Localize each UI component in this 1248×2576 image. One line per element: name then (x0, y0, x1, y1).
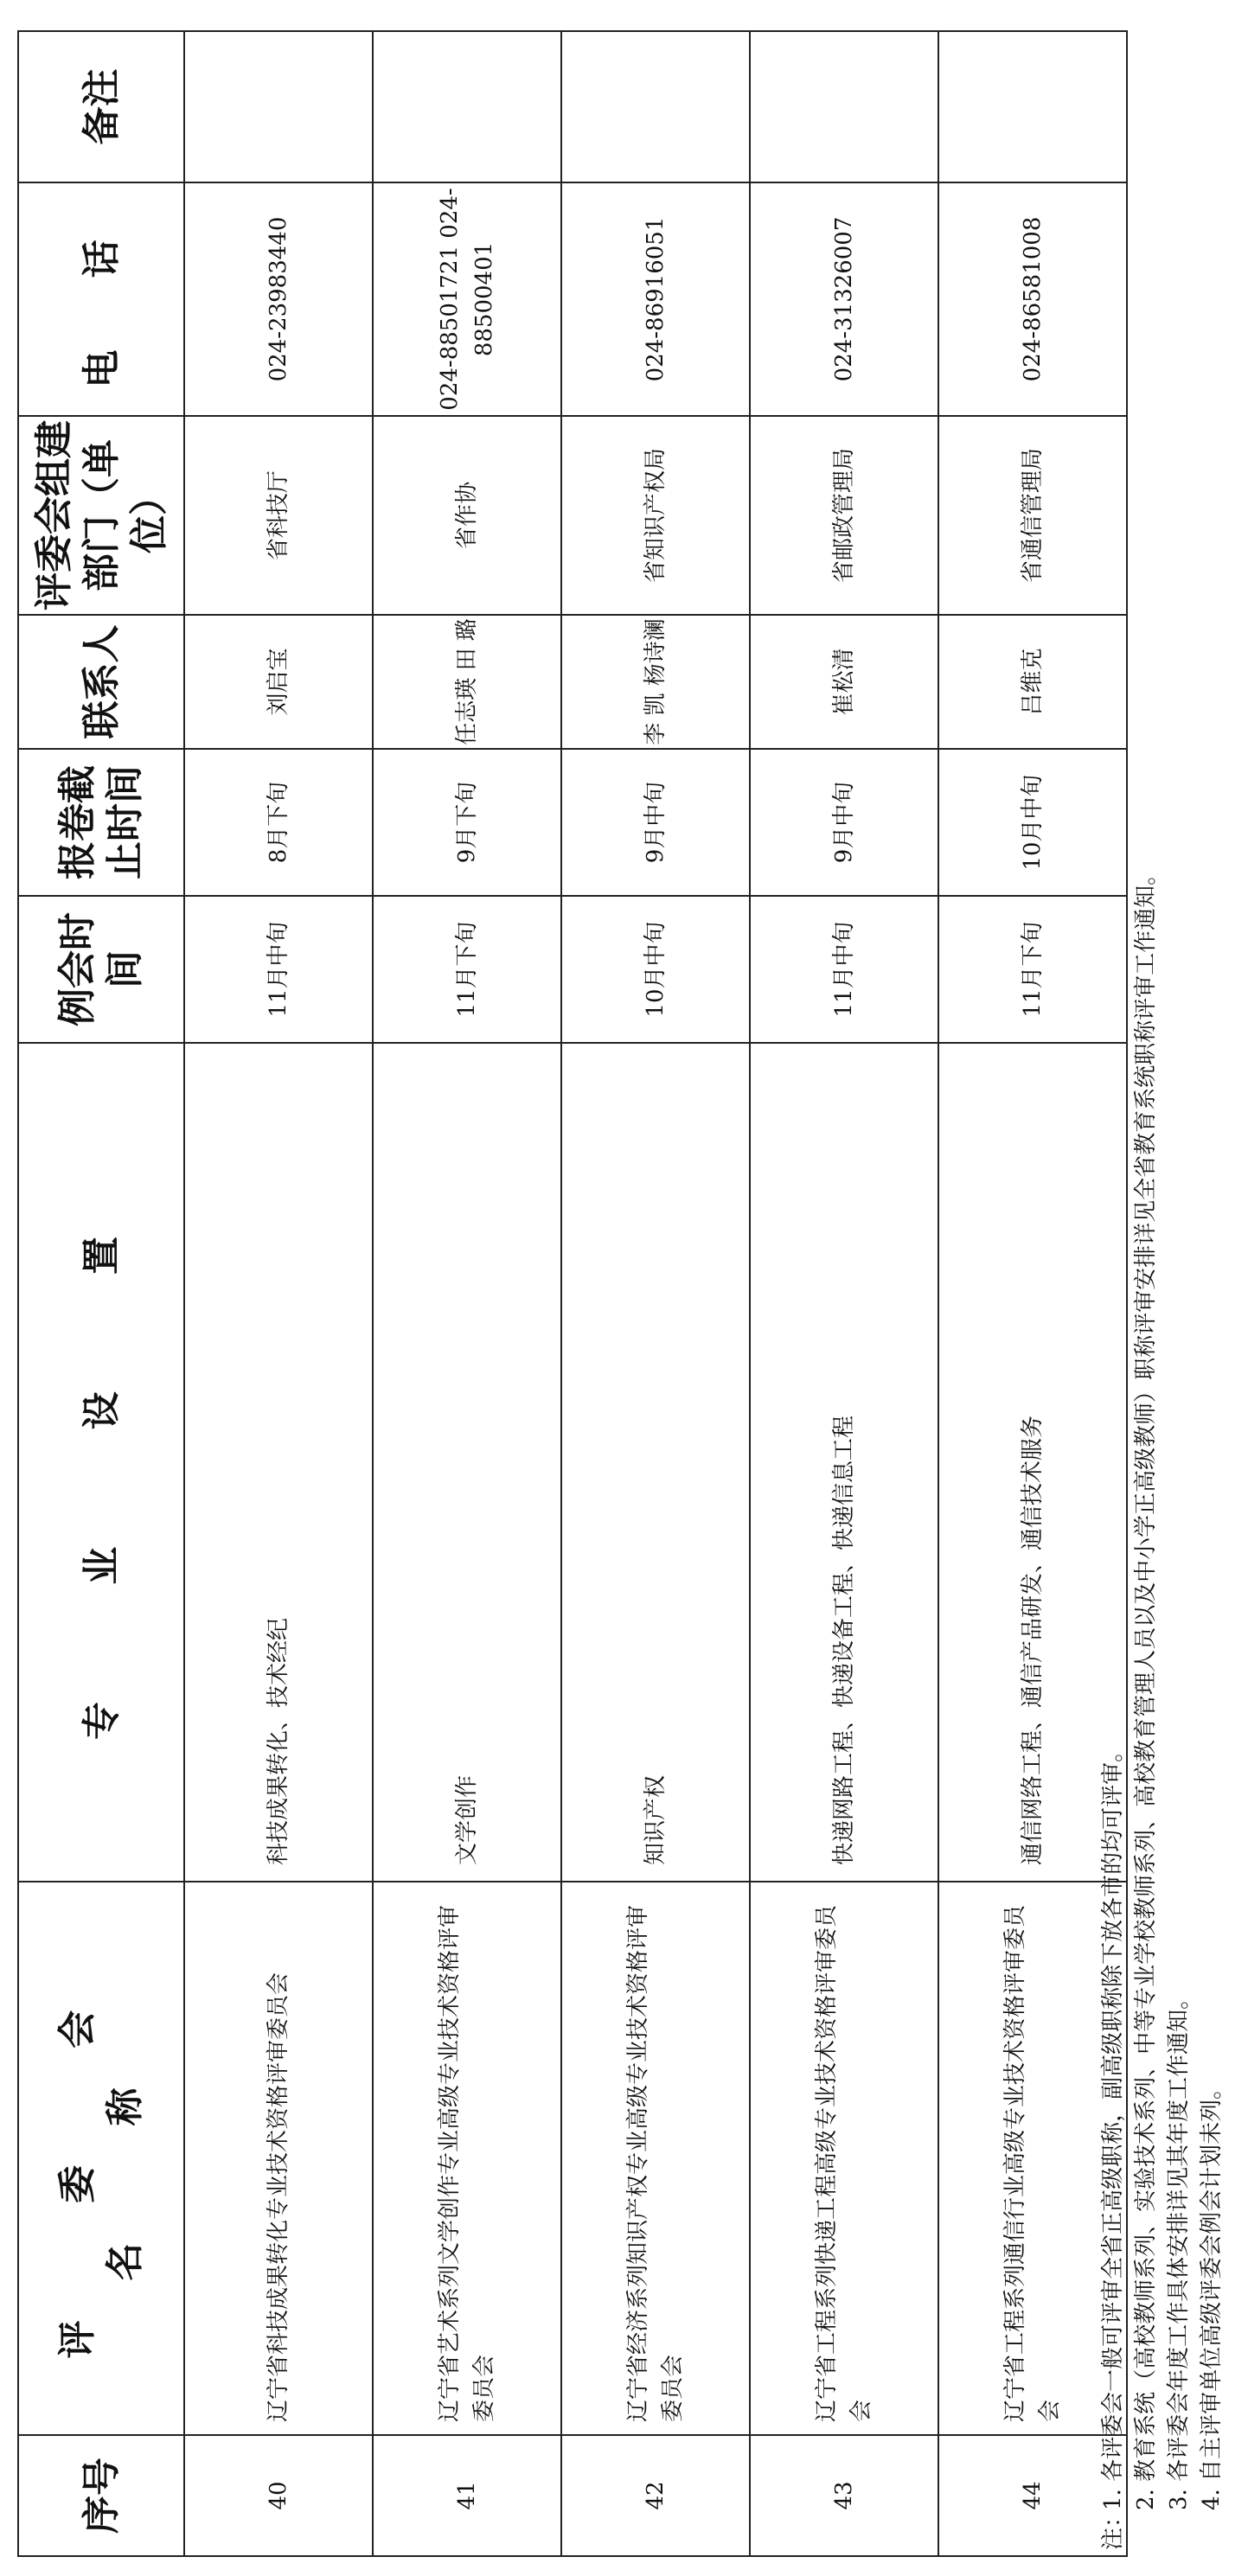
footnote-item: 3. 各评委会年度工作具体安排详见其年度工作通知。 (1166, 1986, 1192, 2510)
header-meeting-time: 例会时间 (18, 896, 184, 1043)
cell-phone: 024-86916051 (561, 182, 750, 416)
cell-name: 辽宁省艺术系列文学创作专业高级专业技术资格评审委员会 (373, 1882, 561, 2435)
cell-name: 辽宁省工程系列通信行业高级专业技术资格评审委员会 (938, 1882, 1127, 2435)
cell-major: 知识产权 (561, 1043, 750, 1882)
footnote-item: 注：1. 各评委会一般可评审全省正高级职称，副高级职称除下放各市的均可评审。 (1097, 42, 1130, 2550)
cell-remark (561, 31, 750, 182)
table-row (561, 31, 750, 2556)
cell-contact: 刘启宝 (184, 615, 373, 749)
cell-name: 辽宁省科技成果转化专业技术资格评审委员会 (184, 1882, 373, 2435)
header-seq: 序号 (18, 2435, 184, 2556)
cell-seq: 40 (184, 2435, 373, 2556)
cell-meeting-time: 10月中旬 (561, 896, 750, 1043)
cell-deadline: 8月下旬 (184, 749, 373, 896)
cell-remark (750, 31, 938, 182)
cell-phone: 024-88501721 024-88500401 (373, 182, 561, 416)
cell-dept: 省作协 (373, 416, 561, 615)
cell-dept: 省科技厅 (184, 416, 373, 615)
cell-remark (184, 31, 373, 182)
header-dept: 评委会组建部门（单位） (18, 416, 184, 615)
header-deadline: 报卷截止时间 (18, 749, 184, 896)
cell-dept: 省通信管理局 (938, 416, 1127, 615)
cell-contact: 吕维克 (938, 615, 1127, 749)
cell-meeting-time: 11月中旬 (184, 896, 373, 1043)
cell-contact: 崔松清 (750, 615, 938, 749)
cell-seq: 43 (750, 2435, 938, 2556)
header-phone: 电 话 (18, 182, 184, 416)
cell-seq: 44 (938, 2435, 1127, 2556)
cell-seq: 42 (561, 2435, 750, 2556)
committee-table (17, 30, 1128, 2557)
footnote-item: 4. 自主评审单位高级评委会例会计划未列。 (1199, 2076, 1225, 2510)
header-contact: 联系人 (18, 615, 184, 749)
cell-name: 辽宁省经济系列知识产权专业高级专业技术资格评审委员会 (561, 1882, 750, 2435)
cell-deadline: 10月中旬 (938, 749, 1127, 896)
cell-meeting-time: 11月下旬 (938, 896, 1127, 1043)
cell-deadline: 9月下旬 (373, 749, 561, 896)
cell-major: 文学创作 (373, 1043, 561, 1882)
footnote-label: 注： (1100, 2504, 1126, 2550)
cell-dept: 省知识产权局 (561, 416, 750, 615)
table-row (373, 31, 561, 2556)
table-header-row (18, 31, 184, 2556)
header-remark: 备注 (18, 31, 184, 182)
cell-major: 科技成果转化、技术经纪 (184, 1043, 373, 1882)
cell-contact: 任志瑛 田 璐 (373, 615, 561, 749)
cell-deadline: 9月中旬 (750, 749, 938, 896)
cell-phone: 024-86581008 (938, 182, 1127, 416)
footnote-item: 2. 教育系统（高校教师系列、实验技术系列、中等专业学校教师系列、高校教育管理人员以及中小学正高级教师）职称评审安排详见全省教育系统职称评审工作通知。 (1133, 862, 1159, 2510)
cell-dept: 省邮政管理局 (750, 416, 938, 615)
cell-seq: 41 (373, 2435, 561, 2556)
cell-meeting-time: 11月下旬 (373, 896, 561, 1043)
cell-major: 快递网路工程、快递设备工程、快递信息工程 (750, 1043, 938, 1882)
cell-name: 辽宁省工程系列快递工程高级专业技术资格评审委员会 (750, 1882, 938, 2435)
table-row (750, 31, 938, 2556)
header-major: 专 业 设 置 (18, 1043, 184, 1882)
cell-deadline: 9月中旬 (561, 749, 750, 896)
table-row (184, 31, 373, 2556)
cell-phone: 024-23983440 (184, 182, 373, 416)
cell-major: 通信网络工程、通信产品研发、通信技术服务 (938, 1043, 1127, 1882)
cell-meeting-time: 11月中旬 (750, 896, 938, 1043)
footnotes (1097, 42, 1228, 2550)
cell-phone: 024-31326007 (750, 182, 938, 416)
cell-remark (373, 31, 561, 182)
header-name: 评 委 会 名 称 (18, 1882, 184, 2435)
cell-contact: 李 凯 杨诗澜 (561, 615, 750, 749)
